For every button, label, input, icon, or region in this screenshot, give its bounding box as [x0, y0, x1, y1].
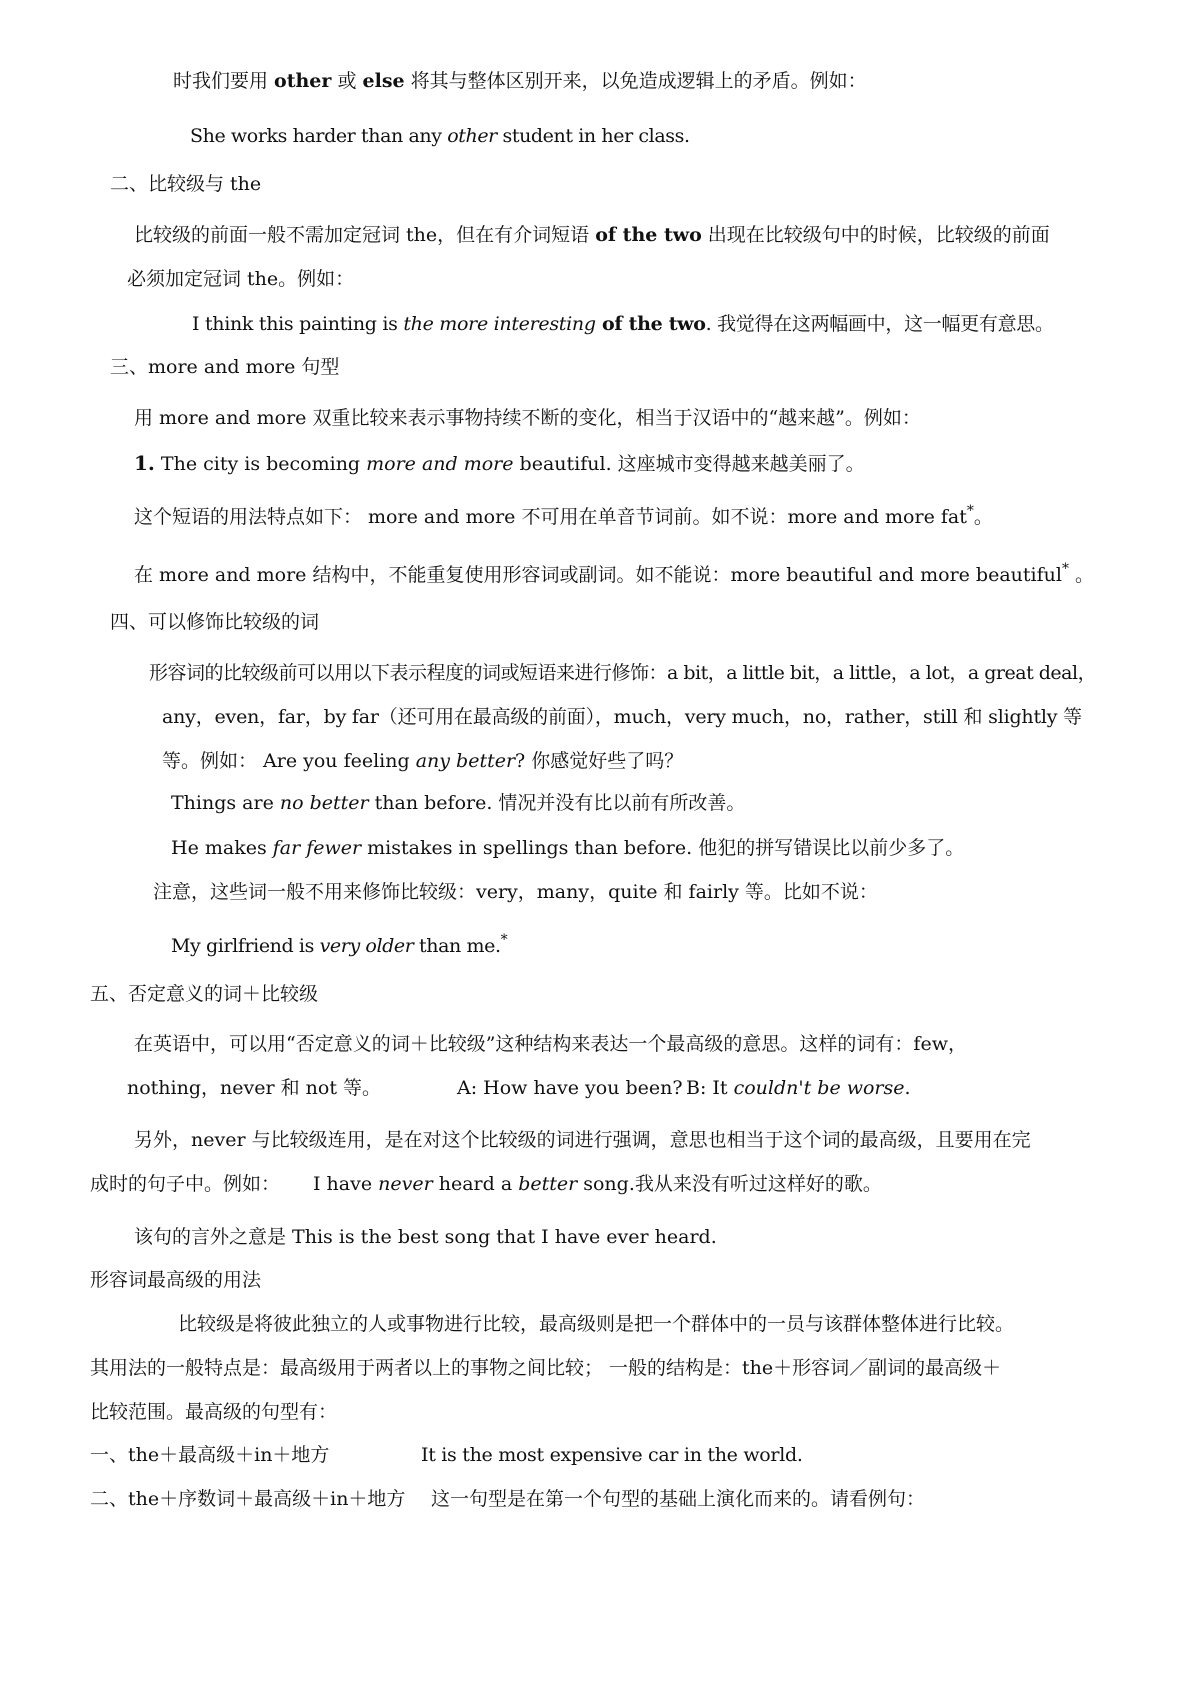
text: 必须加定冠词 the。例如：	[127, 268, 355, 290]
emphasis: the	[403, 313, 434, 335]
text: B: It	[686, 1077, 734, 1099]
text: . 我觉得在这两幅画中，这一幅更有意思。	[705, 313, 1054, 335]
emphasis: far fewer	[272, 837, 362, 859]
asterisk-mark: *	[500, 932, 508, 948]
paragraph-line	[134, 504, 993, 532]
section-heading	[110, 171, 261, 197]
paragraph-line	[162, 748, 683, 774]
emphasis: more interesting	[433, 313, 596, 335]
paragraph-line	[90, 1171, 280, 1197]
text: 在英语中，可以用“否定意义的词＋比较级”这种结构来表达一个最高级的意思。这样的词有：few，	[134, 1033, 967, 1055]
paragraph-line	[134, 222, 1050, 248]
paragraph-line	[134, 1127, 1031, 1153]
text: 注意，这些词一般不用来修饰比较级：very，many，quite 和 fairly 等。比如不说：	[153, 881, 878, 903]
paragraph-line	[134, 562, 1094, 590]
asterisk-mark: *	[966, 503, 974, 519]
list-number: 1.	[134, 451, 155, 475]
text: student in her class.	[496, 125, 690, 147]
heading-text: 形容词最高级的用法	[90, 1269, 262, 1291]
emphasis: never	[378, 1173, 433, 1195]
text: 出现在比较级句中的时候，比较级的前面	[701, 224, 1050, 246]
text: heard a	[432, 1173, 519, 1195]
example-sentence	[192, 311, 1054, 337]
text: 另外，never 与比较级连用，是在对这个比较级的词进行强调，意思也相当于这个词的最高级，且要用在完	[134, 1129, 1031, 1151]
numbered-example	[134, 450, 865, 477]
emphasis: any better	[415, 750, 516, 772]
keyword: else	[362, 70, 405, 92]
paragraph-line	[149, 660, 1096, 686]
text: She works harder than any	[190, 125, 448, 147]
emphasis: other	[447, 125, 497, 147]
dialogue-a	[457, 1075, 683, 1101]
text: 这一句型是在第一个句型的基础上演化而来的。请看例句：	[431, 1488, 926, 1510]
asterisk-mark: *	[1061, 561, 1069, 577]
emphasis: very older	[319, 935, 414, 957]
paragraph-line	[90, 1399, 337, 1425]
section-heading	[110, 354, 339, 380]
section-heading	[90, 981, 318, 1007]
text: I have	[313, 1173, 379, 1195]
paragraph-line	[153, 879, 878, 905]
paragraph-line	[173, 68, 867, 94]
heading-text: 五、否定意义的词＋比较级	[90, 983, 319, 1005]
paragraph-line	[162, 704, 1082, 730]
emphasis: no better	[279, 792, 369, 814]
text: A: How have you been?	[457, 1077, 683, 1099]
text: 比较范围。最高级的句型有：	[90, 1401, 338, 1423]
text: beautiful. 这座城市变得越来越美丽了。	[513, 453, 865, 475]
text: nothing，never 和 not 等。	[127, 1077, 381, 1099]
text: He makes	[171, 837, 273, 859]
paragraph-line	[90, 1355, 1001, 1381]
text: 。	[973, 506, 993, 528]
text: 等。例如： Are you feeling	[162, 750, 416, 772]
paragraph-line	[134, 405, 921, 431]
paragraph-line	[127, 266, 354, 292]
paragraph-line	[127, 1075, 381, 1101]
example-sentence	[313, 1171, 882, 1197]
example-sentence	[171, 790, 745, 816]
heading-text: 三、more and more 句型	[110, 356, 340, 378]
text: 在 more and more 结构中，不能重复使用形容词或副词。如不能说：more beautiful and more beautiful	[134, 564, 1062, 586]
example-sentence	[421, 1442, 803, 1468]
heading-text: 二、比较级与 the	[110, 173, 262, 195]
emphasis: better	[518, 1173, 578, 1195]
dialogue-b	[686, 1075, 911, 1101]
heading-text: 二、the＋序数词＋最高级＋in＋地方	[90, 1488, 406, 1510]
example-sentence	[171, 835, 964, 861]
text: mistakes in spellings than before. 他犯的拼写错误比以前少多了。	[361, 837, 965, 859]
keyword: of the two	[595, 313, 706, 335]
text: 或	[331, 70, 363, 92]
example-sentence	[171, 933, 507, 961]
text: any，even，far，by far（还可用在最高级的前面），much，very much，no，rather，still 和 slightly 等	[162, 706, 1082, 728]
heading-text: 一、the＋最高级＋in＋地方	[90, 1444, 330, 1466]
text: 将其与整体区别开来，以免造成逻辑上的矛盾。例如：	[404, 70, 867, 92]
text: Things are	[171, 792, 280, 814]
emphasis: more and more	[366, 453, 514, 475]
paragraph-line	[431, 1486, 925, 1512]
text: It is the most expensive car in the world.	[421, 1444, 803, 1466]
section-heading	[110, 609, 319, 635]
text: ? 你感觉好些了吗？	[515, 750, 684, 772]
text: .	[904, 1077, 911, 1099]
text: 时我们要用	[173, 70, 275, 92]
text: 比较级的前面一般不需加定冠词 the，但在有介词短语	[134, 224, 596, 246]
text: song.我从来没有听过这样好的歌。	[577, 1173, 882, 1195]
example-sentence	[190, 123, 690, 149]
text: 。	[1068, 564, 1095, 586]
paragraph-line	[178, 1311, 1014, 1337]
keyword: other	[274, 70, 332, 92]
keyword: of the two	[595, 224, 702, 246]
text: than before. 情况并没有比以前有所改善。	[368, 792, 746, 814]
text: I think this painting is	[192, 313, 404, 335]
text: 这个短语的用法特点如下： more and more 不可用在单音节词前。如不说：more and more fat	[134, 506, 967, 528]
text: than me.	[413, 935, 501, 957]
text: 比较级是将彼此独立的人或事物进行比较，最高级则是把一个群体中的一员与该群体整体进行比较。	[178, 1313, 1015, 1335]
text: The city is becoming	[154, 453, 367, 475]
text: 其用法的一般特点是：最高级用于两者以上的事物之间比较； 一般的结构是：the＋形容词／副词的最高级＋	[90, 1357, 1002, 1379]
pattern-heading	[90, 1486, 405, 1512]
text: 形容词的比较级前可以用以下表示程度的词或短语来进行修饰：a bit，a little bit，a little，a lot，a great deal，	[149, 662, 1097, 684]
pattern-heading	[90, 1442, 329, 1468]
emphasis: couldn't be worse	[733, 1077, 905, 1099]
section-heading	[90, 1267, 261, 1293]
text: 成时的句子中。例如：	[90, 1173, 281, 1195]
text: 该句的言外之意是 This is the best song that I have ever heard.	[134, 1226, 717, 1248]
paragraph-line	[134, 1224, 717, 1250]
text: My girlfriend is	[171, 935, 320, 957]
paragraph-line	[134, 1031, 967, 1057]
text: 用 more and more 双重比较来表示事物持续不断的变化，相当于汉语中的“越来越”。例如：	[134, 407, 921, 429]
heading-text: 四、可以修饰比较级的词	[110, 611, 320, 633]
